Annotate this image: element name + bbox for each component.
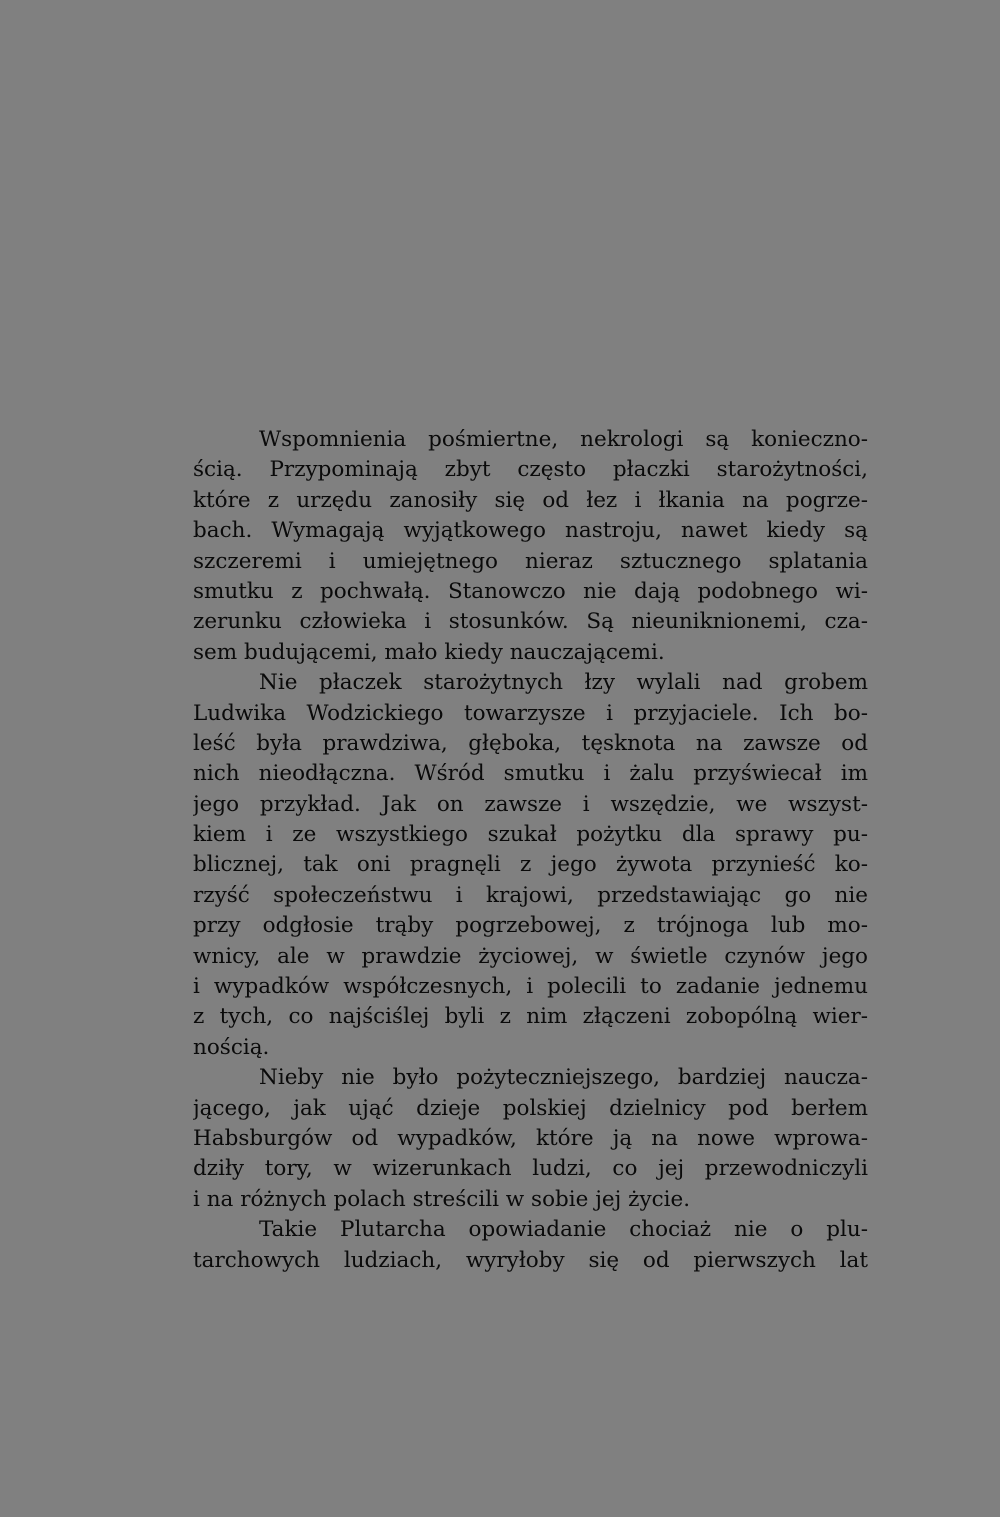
text-line: dziły tory, w wizerunkach ludzi, co jej przewodniczyli [193, 1156, 868, 1182]
paragraph-3 [193, 1063, 868, 1215]
text-line: przy odgłosie trąby pogrzebowej, z trójnoga lub mo- [193, 913, 868, 939]
text-line: szczeremi i umiejętnego nieraz sztucznego splatania [193, 548, 868, 574]
text-line: blicznej, tak oni pragnęli z jego żywota przynieść ko- [193, 852, 868, 878]
text-line: zerunku człowieka i stosunków. Są nieuniknionemi, cza- [193, 609, 868, 635]
text-line: kiem i ze wszystkiego szukał pożytku dla sprawy pu- [193, 822, 868, 848]
text-line: nością. [193, 1034, 270, 1060]
text-line: Nieby nie było pożyteczniejszego, bardziej naucza- [259, 1065, 868, 1091]
body-text [193, 425, 868, 1276]
text-line: i na różnych polach streścili w sobie jej życie. [193, 1186, 691, 1212]
paragraph-2 [193, 668, 868, 1063]
text-line: jego przykład. Jak on zawsze i wszędzie, we wszyst- [193, 791, 868, 817]
text-line: nich nieodłączna. Wśród smutku i żalu przyświecał im [193, 761, 868, 787]
text-line: i wypadków współczesnych, i polecili to zadanie jednemu [193, 974, 868, 1000]
paragraph-4 [193, 1215, 868, 1276]
text-line: sem budującemi, mało kiedy nauczającemi. [193, 639, 665, 665]
text-line: Habsburgów od wypadków, które ją na nowe wprowa- [193, 1125, 868, 1151]
text-line: smutku z pochwałą. Stanowczo nie dają podobnego wi- [193, 578, 868, 604]
text-line: Ludwika Wodzickiego towarzysze i przyjaciele. Ich bo- [193, 700, 868, 726]
text-line: Wspomnienia pośmiertne, nekrologi są konieczno- [259, 427, 868, 452]
text-line: rzyść społeczeństwu i krajowi, przedstawiając go nie [193, 882, 868, 908]
text-line: tarchowych ludziach, wyryłoby się od pierwszych lat [193, 1247, 868, 1273]
text-line: z tych, co najściślej byli z nim złączeni zobopólną wier- [193, 1004, 868, 1030]
text-line: jącego, jak ująć dzieje polskiej dzielnicy pod berłem [193, 1095, 868, 1121]
text-line: wnicy, ale w prawdzie życiowej, w świetle czynów jego [193, 943, 868, 969]
text-line: ścią. Przypominają zbyt często płaczki starożytności, [193, 457, 868, 483]
text-line: bach. Wymagają wyjątkowego nastroju, nawet kiedy są [193, 518, 868, 544]
text-line: Takie Plutarcha opowiadanie chociaż nie o plu- [259, 1217, 868, 1243]
text-line: Nie płaczek starożytnych łzy wylali nad grobem [259, 670, 868, 696]
paragraph-1 [193, 425, 868, 668]
text-line: leść była prawdziwa, głęboka, tęsknota na zawsze od [193, 730, 868, 756]
text-line: które z urzędu zanosiły się od łez i łkania na pogrze- [193, 487, 868, 513]
